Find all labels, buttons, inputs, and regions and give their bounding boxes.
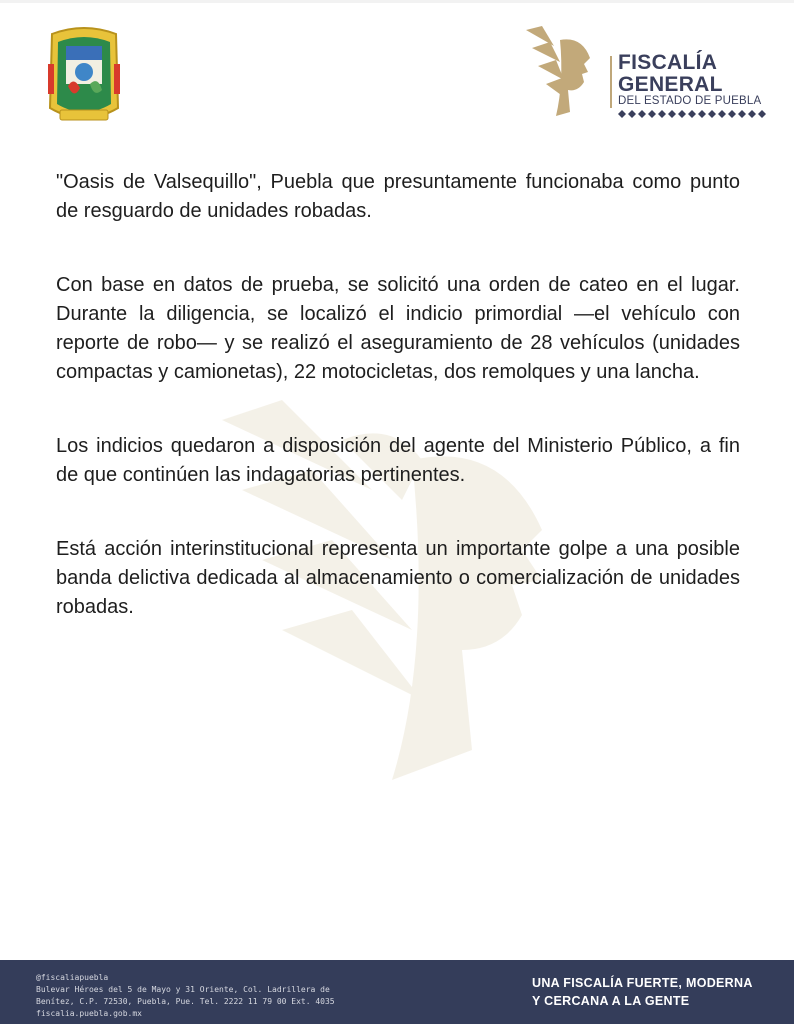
paragraph-1: "Oasis de Valsequillo", Puebla que presuntamente funcionaba como punto de resguardo de unidades robadas.	[56, 171, 740, 222]
footer-slogan-line-2: Y CERCANA A LA GENTE	[532, 994, 690, 1008]
paragraph-4: Está acción interinstitucional representa un importante golpe a una posible banda delictiva dedicada al almacenamiento o comercialización de unidades robadas.	[56, 538, 740, 618]
logo-text-estado: DEL ESTADO DE PUEBLA	[618, 95, 762, 107]
logo-divider	[610, 56, 612, 108]
footer-address-line-1: Bulevar Héroes del 5 de Mayo y 31 Oriente, Col. Ladrillera de	[36, 985, 330, 994]
footer-contact	[36, 972, 335, 1020]
footer-website-link[interactable]: fiscalia.puebla.gob.mx	[36, 1009, 142, 1018]
footer-bar	[0, 960, 794, 1024]
paragraph-2: Con base en datos de prueba, se solicitó una orden de cateo en el lugar. Durante la diligencia, se localizó el indicio primordial —el vehículo con reporte de robo— y se realizó el aseguramiento de 28 vehículos (unidades compactas y camionetas), 22 motocicletas, dos remolques y una lancha.	[56, 274, 740, 383]
logo-text-general: GENERAL	[618, 73, 723, 96]
footer-address-line-2: Benítez, C.P. 72530, Puebla, Pue. Tel. 2222 11 79 00 Ext. 4035	[36, 997, 335, 1006]
fiscalia-head-emblem-icon	[520, 22, 600, 118]
footer-slogan-line-1: UNA FISCALÍA FUERTE, MODERNA	[532, 976, 753, 990]
top-edge	[0, 0, 794, 3]
logo-pattern-ornament	[618, 110, 766, 118]
paragraph-3: Los indicios quedaron a disposición del agente del Ministerio Público, a fin de que continúen las indagatorias pertinentes.	[56, 435, 740, 486]
logo-text-fiscalia: FISCALÍA	[618, 51, 718, 74]
footer-social-handle[interactable]: @fiscaliapuebla	[36, 973, 109, 982]
footer-slogan	[532, 974, 753, 1010]
document-body	[56, 168, 740, 667]
fiscalia-general-logo	[520, 22, 770, 122]
puebla-coat-of-arms-logo	[44, 24, 124, 132]
